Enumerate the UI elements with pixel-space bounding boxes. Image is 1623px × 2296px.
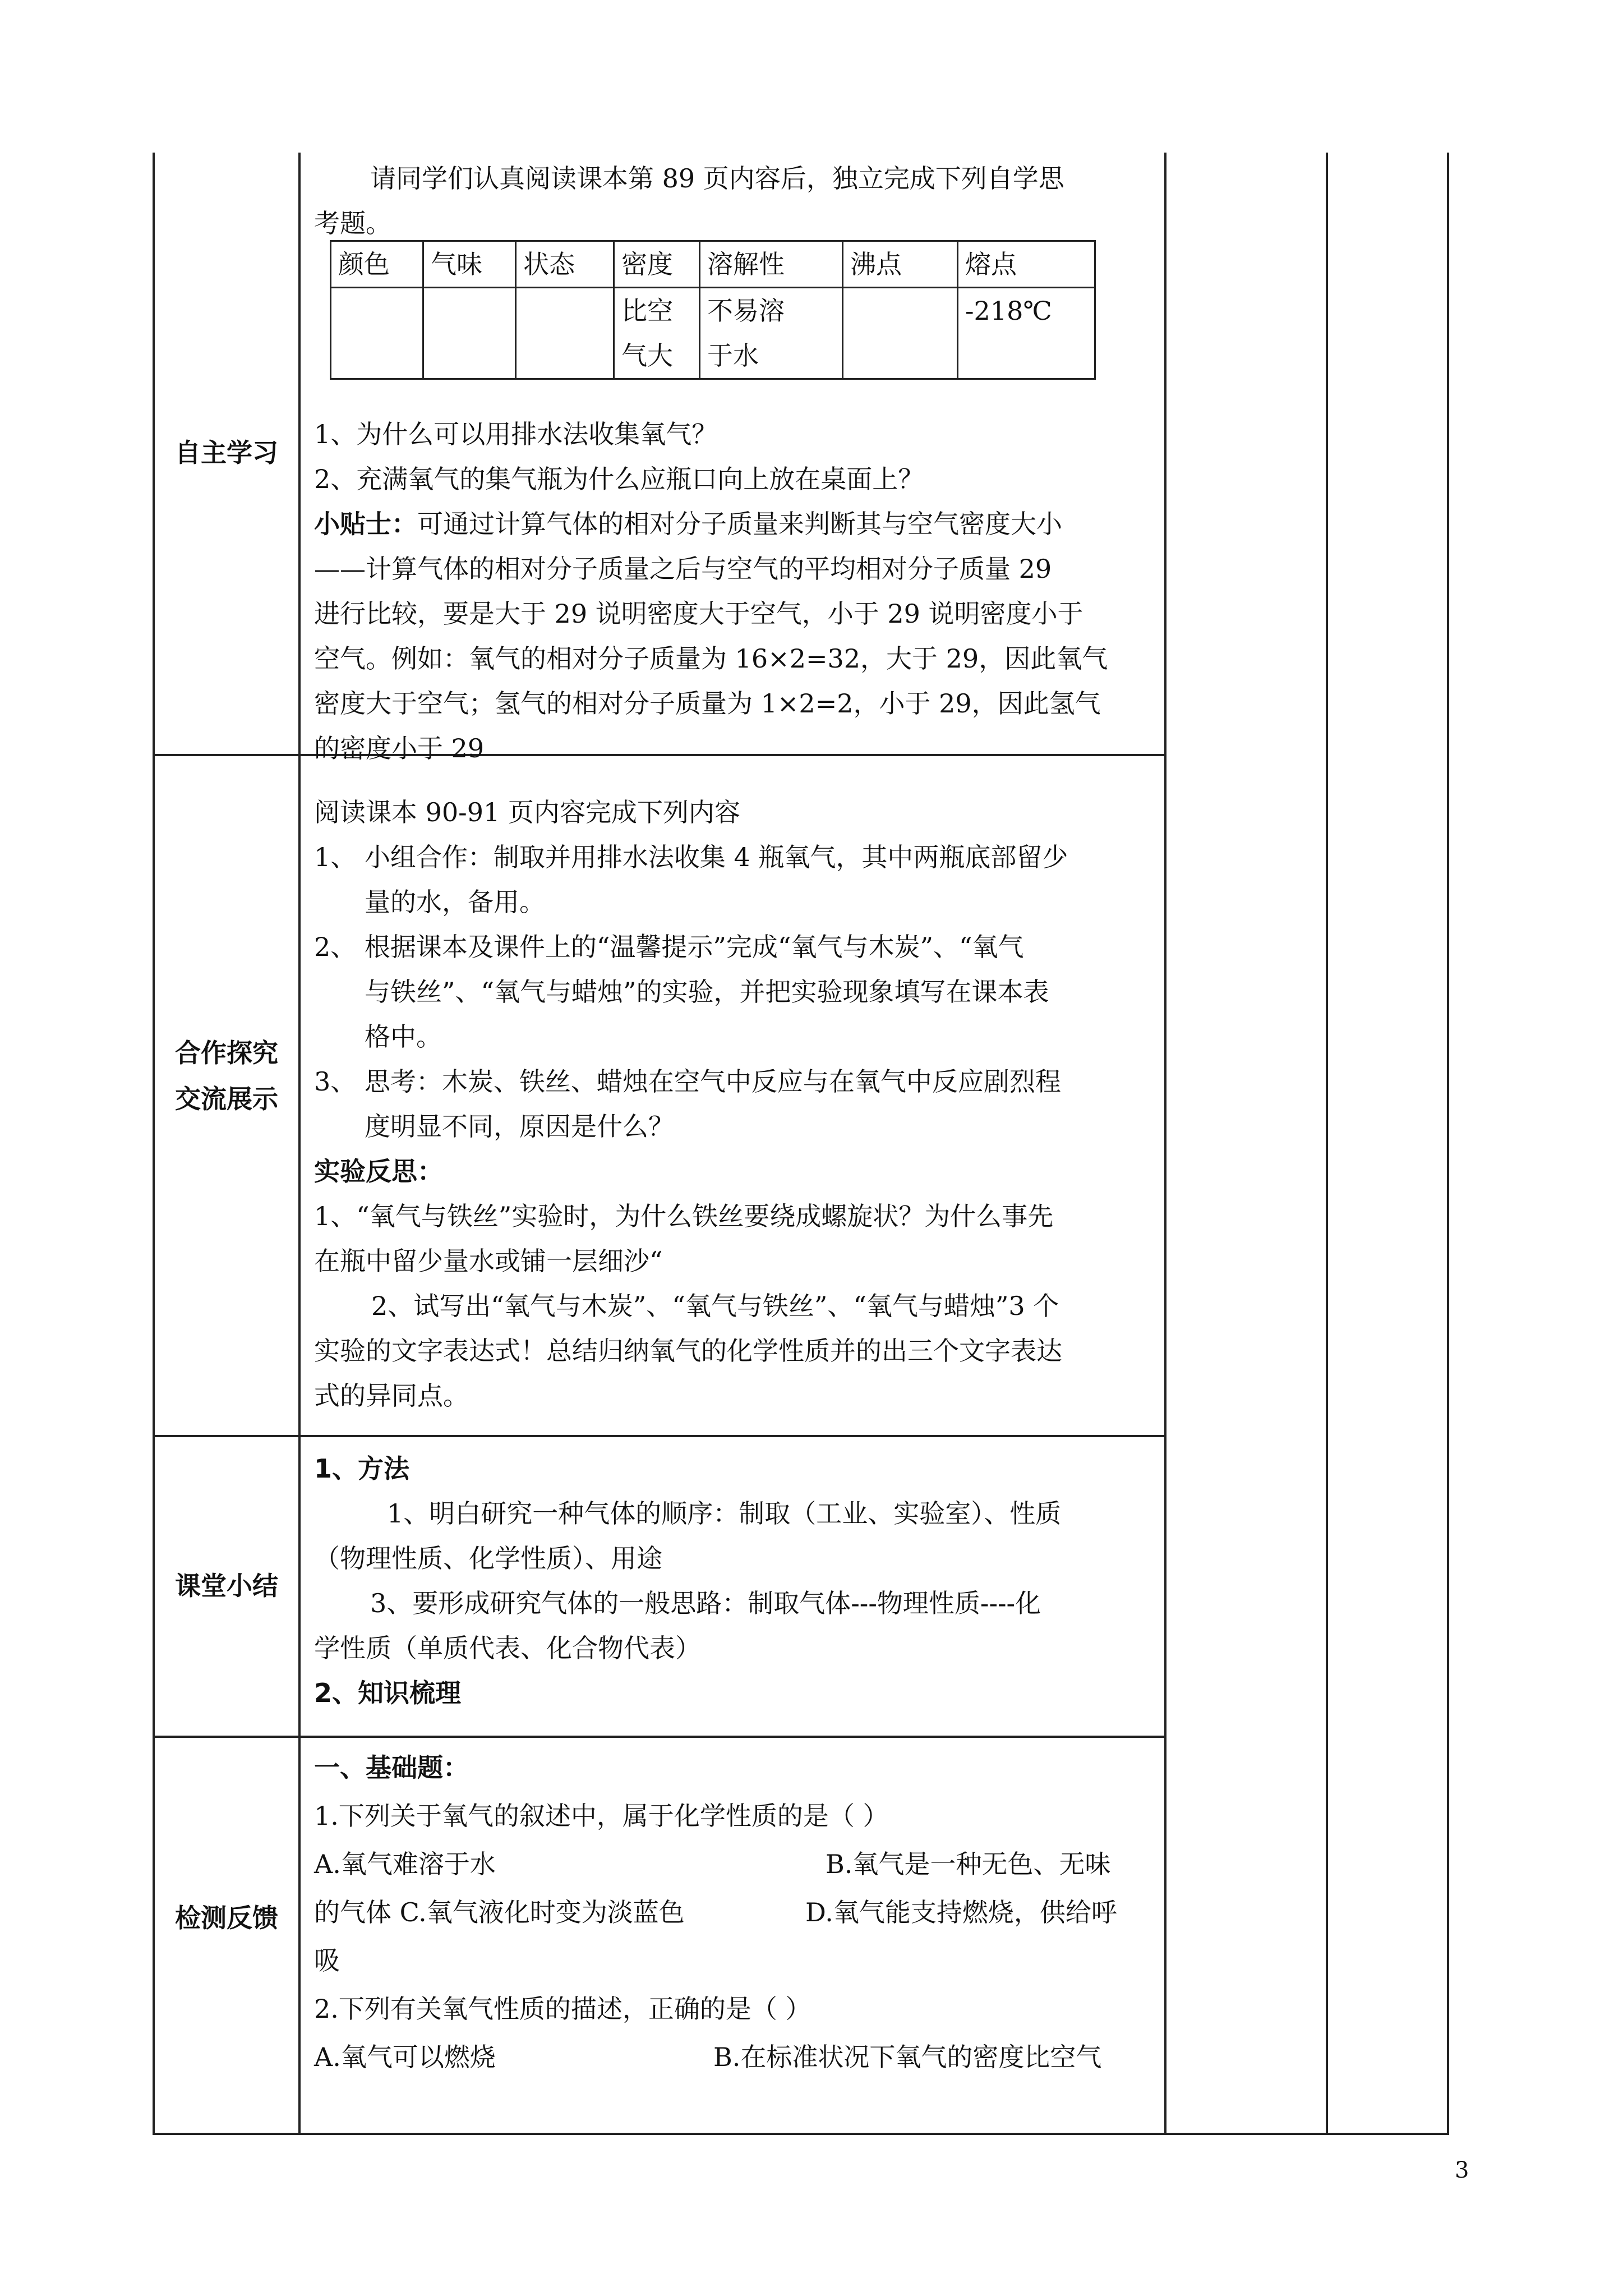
header-solubility: 溶解性 [700, 241, 843, 288]
option-d: D.氧气能支持燃烧，供给呼 [805, 1897, 1117, 1927]
self-study-label: 自主学习 [175, 438, 278, 468]
summary-title: 2、知识梳理 [314, 1678, 462, 1708]
reflection-line: 式的异同点。 [314, 1381, 469, 1411]
option-b: B.在标准状况下氧气的密度比空气 [713, 2042, 1102, 2072]
tip-line: 进行比较，要是大于 29 说明密度大于空气，小于 29 说明密度小于 [314, 599, 1083, 629]
item-line: 格中。 [365, 1022, 442, 1052]
question: 1.下列关于氧气的叙述中，属于化学性质的是（ ） [314, 1801, 889, 1831]
row-divider-2 [153, 1435, 1166, 1437]
summary-line: 学性质（单质代表、化合物代表） [314, 1633, 701, 1663]
option-a: A.氧气可以燃烧 [314, 2042, 496, 2072]
intro-line: 考题。 [314, 208, 391, 238]
oxygen-properties-table [330, 240, 1096, 380]
self-study-content [314, 156, 1155, 246]
label-column-divider [298, 153, 301, 2135]
question: 2、充满氧气的集气瓶为什么应瓶口向上放在桌面上？ [314, 464, 924, 494]
cooperate-content [314, 790, 1155, 1418]
tip-text: 可通过计算气体的相对分子质量来判断其与空气密度大小 [417, 509, 1062, 539]
page-number: 3 [1455, 2157, 1469, 2183]
reflection-line: 2、试写出“氧气与木炭”、“氧气与铁丝”、“氧气与蜡烛”3 个 [371, 1291, 1059, 1321]
cell-color [331, 288, 423, 379]
summary-line: （物理性质、化学性质）、用途 [314, 1543, 662, 1573]
cell-density: 比空 气大 [614, 288, 700, 379]
cell-melting-point: -218℃ [958, 288, 1095, 379]
row-divider-3 [153, 1736, 1166, 1738]
tip-line: 的密度小于 29 [314, 733, 485, 763]
table-header-row [331, 241, 1095, 288]
option-line [314, 1888, 1155, 1936]
cell-boiling-point [843, 288, 958, 379]
table-value-row [331, 288, 1095, 379]
item-line: 3、 思考：木炭、铁丝、蜡烛在空气中反应与在氧气中反应剧烈程 [314, 1066, 1061, 1097]
reflection-line: 在瓶中留少量水或铺一层细沙“ [314, 1246, 663, 1276]
option-line [314, 1840, 1155, 1888]
tip-label: 小贴士： [314, 509, 417, 539]
item-line: 与铁丝”、“氧气与蜡烛”的实验，并把实验现象填写在课本表 [365, 977, 1049, 1007]
summary-content [314, 1446, 1155, 1715]
tip-line [314, 501, 1155, 546]
item-line: 2、 根据课本及课件上的“温馨提示”完成“氧气与木炭”、“氧气 [314, 932, 1024, 962]
option-b: B.氧气是一种无色、无味 [826, 1849, 1111, 1879]
cell-solubility: 不易溶 于水 [700, 288, 843, 379]
reflection-line: 实验的文字表达式！总结归纳氧气的化学性质并的出三个文字表达 [314, 1336, 1062, 1366]
cooperate-label-line: 合作探究 [175, 1038, 278, 1068]
reflection-line: 1、“氧气与铁丝”实验时，为什么铁丝要绕成螺旋状？为什么事先 [314, 1201, 1054, 1231]
question: 2.下列有关氧气性质的描述，正确的是（ ） [314, 1994, 811, 2024]
summary-line: 1、明白研究一种气体的顺序：制取（工业、实验室）、性质 [387, 1498, 1062, 1529]
feedback-content [314, 1743, 1155, 2081]
header-density: 密度 [614, 241, 700, 288]
cooperate-label [155, 1030, 298, 1122]
tip-line: 密度大于空气；氢气的相对分子质量为 1×2=2，小于 29，因此氢气 [314, 688, 1101, 719]
item-line: 量的水，备用。 [365, 887, 545, 917]
cell-smell [423, 288, 516, 379]
content-column-divider [1164, 153, 1166, 2135]
question: 1、为什么可以用排水法收集氧气？ [314, 419, 718, 449]
option-line: 吸 [314, 1945, 340, 1976]
tip-line: 空气。例如：氧气的相对分子质量为 16×2=32，大于 29，因此氧气 [314, 643, 1108, 674]
item-line: 1、 小组合作：制取并用排水法收集 4 瓶氧气，其中两瓶底部留少 [314, 842, 1068, 872]
header-boiling-point: 沸点 [843, 241, 958, 288]
item-line: 度明显不同，原因是什么？ [365, 1111, 674, 1142]
header-color: 颜色 [331, 241, 423, 288]
reflection-title: 实验反思： [314, 1156, 443, 1186]
option-a: A.氧气难溶于水 [314, 1849, 496, 1879]
cooperate-label-line: 交流展示 [175, 1084, 278, 1114]
option-c: 的气体 C.氧气液化时变为淡蓝色 [314, 1897, 685, 1927]
cell-state [516, 288, 614, 379]
cooperate-intro: 阅读课本 90-91 页内容完成下列内容 [314, 797, 740, 827]
header-state: 状态 [516, 241, 614, 288]
basic-title: 一、基础题： [314, 1752, 469, 1783]
summary-label: 课堂小结 [175, 1571, 278, 1601]
notes-column-divider [1326, 153, 1328, 2135]
self-study-questions [314, 412, 1155, 771]
summary-line: 3、要形成研究气体的一般思路：制取气体---物理性质----化 [370, 1588, 1041, 1618]
summary-title: 1、方法 [314, 1453, 410, 1484]
tip-line: ——计算气体的相对分子质量之后与空气的平均相对分子质量 29 [314, 554, 1052, 584]
option-line [314, 2033, 1155, 2081]
header-smell: 气味 [423, 241, 516, 288]
header-melting-point: 熔点 [958, 241, 1095, 288]
feedback-label: 检测反馈 [175, 1903, 278, 1933]
intro-line: 请同学们认真阅读课本第 89 页内容后，独立完成下列自学思 [370, 163, 1064, 194]
